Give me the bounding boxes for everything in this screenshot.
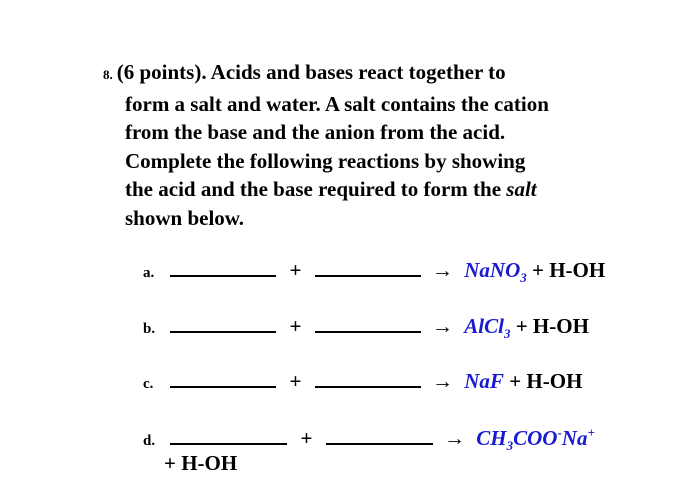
question-line-5: the acid and the base required to form the salt xyxy=(125,177,537,201)
plus-sign: + xyxy=(289,314,302,338)
acid-blank[interactable] xyxy=(170,368,276,388)
acid-blank[interactable] xyxy=(170,425,287,445)
base-blank[interactable] xyxy=(315,257,421,277)
reaction-arrow: → xyxy=(432,258,453,282)
reaction-letter: b. xyxy=(143,321,156,337)
question-number: 8. xyxy=(103,67,113,82)
question-line-2: form a salt and water. A salt contains the cation xyxy=(125,91,549,116)
water-product: + H-OH xyxy=(515,314,589,338)
reaction-c xyxy=(143,368,582,396)
plus-sign: + xyxy=(289,258,302,282)
base-blank[interactable] xyxy=(315,368,421,388)
salt-product: AlCl$_3$ xyxy=(464,314,511,342)
question-line-6: shown below. xyxy=(125,205,245,230)
base-blank[interactable] xyxy=(326,425,433,445)
reaction-arrow: → xyxy=(444,426,465,450)
reaction-letter: d. xyxy=(143,433,156,449)
plus-sign: + xyxy=(300,426,313,450)
reaction-letter: c. xyxy=(143,376,154,392)
salt-product: NaF xyxy=(464,369,504,393)
reaction-a xyxy=(143,257,605,290)
salt-italic-word: salt xyxy=(506,177,537,201)
question-line-3: from the base and the anion from the acid. xyxy=(125,120,506,144)
plus-sign: + xyxy=(289,369,302,393)
water-product: + H-OH xyxy=(532,258,606,282)
reaction-b xyxy=(143,313,589,346)
reaction-arrow: → xyxy=(432,369,453,393)
question-block xyxy=(103,58,643,232)
question-line-1: 8. (6 points). Acids and bases react together to xyxy=(103,60,506,84)
base-blank[interactable] xyxy=(315,313,421,333)
salt-product: NaNO$_3$ xyxy=(464,258,527,286)
question-line-4: Complete the following reactions by showing xyxy=(125,148,526,173)
salt-product: $CH_3COO^-Na^+$ xyxy=(476,425,595,454)
acid-blank[interactable] xyxy=(170,257,276,277)
water-product: + H-OH xyxy=(509,369,583,393)
water-product: + H-OH xyxy=(164,451,238,475)
reaction-arrow: → xyxy=(432,314,453,338)
reaction-letter: a. xyxy=(143,265,155,281)
acid-blank[interactable] xyxy=(170,313,276,333)
